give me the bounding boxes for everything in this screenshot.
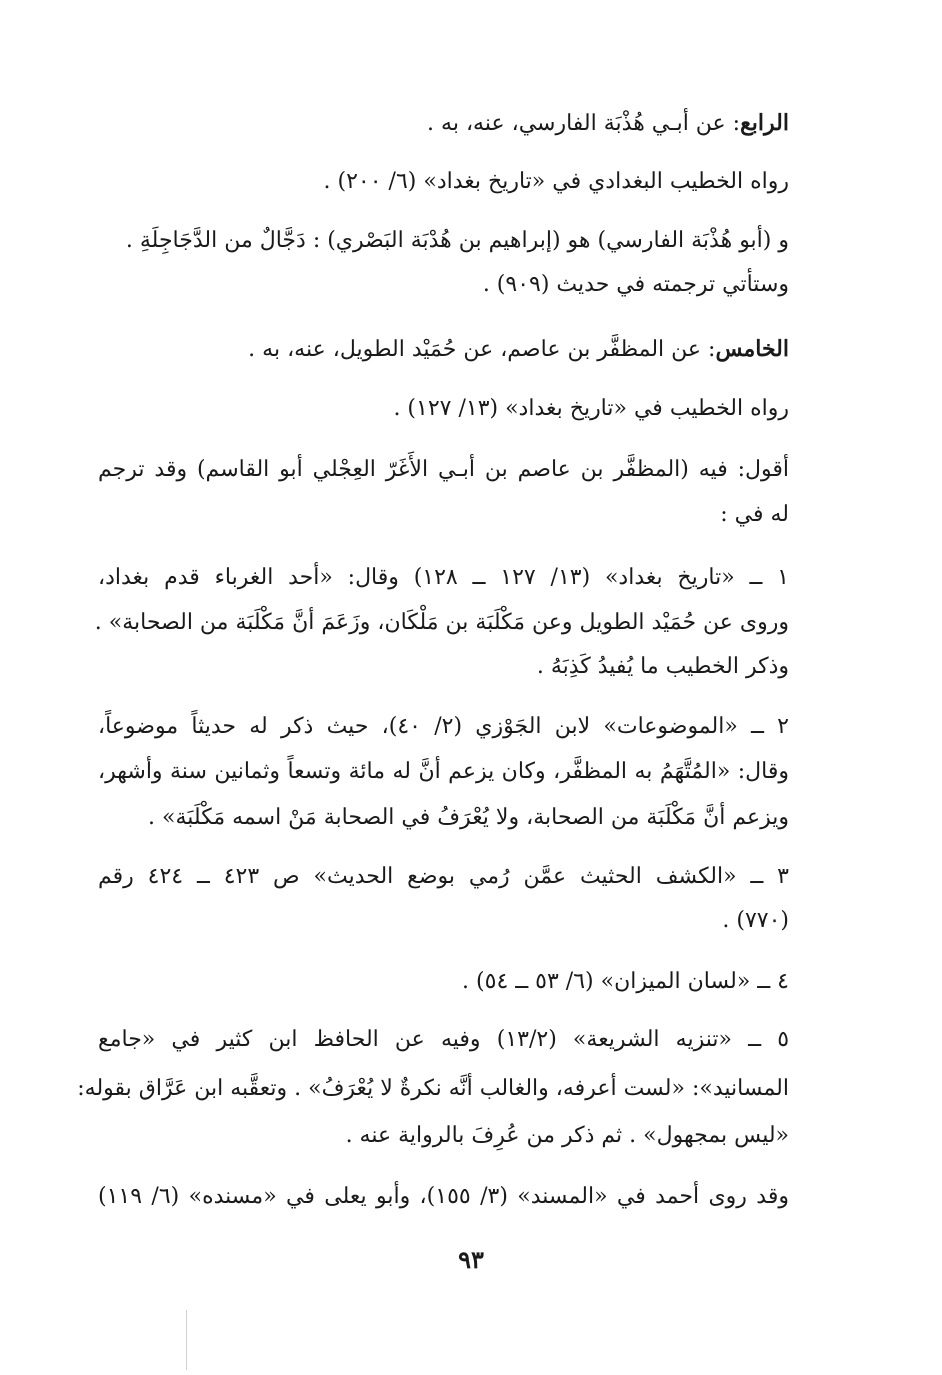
line-text: وقال: «المُتَّهَمُ به المظفَّر، وكان يزعم أنَّ له مائة وتسعاً وثمانين سنة وأشهر، — [98, 759, 789, 784]
text-line — [98, 563, 789, 593]
line-text: : عن أبـي هُذْبَة الفارسي، عنه، به . — [427, 111, 741, 136]
line-text: ١ ــ «تاريخ بغداد» (١٣/ ١٢٧ ــ ١٢٨) وقال: «أحد الغرباء قدم بغداد، — [98, 565, 789, 590]
line-text: ويزعم أنَّ مَكْلَبَة من الصحابة، ولا يُعْرَفُ في الصحابة مَنْ اسمه مَكْلَبَة» . — [148, 805, 789, 830]
line-text: ٢ ــ «الموضوعات» لابن الجَوْزي (٢/ ٤٠)، حيث ذكر له حديثاً موضوعاً، — [98, 714, 789, 739]
line-text: المسانيد»: «لست أعرفه، والغالب أنَّه نكرةٌ لا يُعْرَفُ» . وتعقَّبه ابن عَرَّاق بقوله: — [77, 1076, 789, 1101]
text-line — [96, 967, 789, 997]
line-text: وستأتي ترجمته في حديث (٩٠٩) . — [482, 272, 789, 297]
section-heading: الخامس — [715, 336, 789, 362]
text-line — [96, 906, 789, 936]
line-text: ٣ ــ «الكشف الحثيث عمَّن رُمي بوضع الحديث» ص ٤٢٣ ــ ٤٢٤ رقم — [98, 864, 789, 889]
line-text: وروى عن حُمَيْد الطويل وعن مَكْلَبَة بن مَلْكَان، وزَعَمَ أنَّ مَكْلَبَة من الصحابة» . — [94, 610, 789, 635]
text-line — [98, 712, 789, 742]
text-line — [96, 1121, 789, 1151]
text-line — [98, 1025, 789, 1055]
text-line — [96, 334, 789, 365]
text-line — [96, 803, 789, 833]
line-text: رواه الخطيب البغدادي في «تاريخ بغداد» (٦/ ٢٠٠) . — [323, 169, 789, 194]
line-text: أقول: فيه (المظفَّر بن عاصم بن أبـي الأَغَرّ العِجْلي أبو القاسم) وقد ترجم — [98, 457, 789, 482]
line-text: وذكر الخطيب ما يُفيدُ كَذِبَهُ . — [536, 654, 789, 679]
page-number: ٩٣ — [458, 1245, 484, 1274]
line-text: وقد روى أحمد في «المسند» (٣/ ١٥٥)، وأبو يعلى في «مسنده» (٦/ ١١٩) — [98, 1184, 789, 1209]
text-line — [96, 108, 789, 139]
text-line — [98, 757, 789, 787]
line-text: له في : — [720, 502, 789, 527]
text-line — [98, 455, 789, 485]
scan-edge-line — [186, 1310, 187, 1370]
line-text: ٥ ــ «تنزيه الشريعة» (١٣/٢) وفيه عن الحافظ ابن كثير في «جامع — [98, 1027, 790, 1052]
text-line — [96, 270, 789, 300]
text-line — [96, 167, 789, 197]
text-line — [96, 394, 789, 424]
line-text: رواه الخطيب في «تاريخ بغداد» (١٣/ ١٢٧) . — [393, 396, 789, 421]
text-line — [102, 226, 789, 256]
line-text: : عن المظفَّر بن عاصم، عن حُمَيْد الطويل، عنه، به . — [248, 337, 716, 362]
text-line — [96, 608, 789, 638]
text-line — [77, 1074, 789, 1104]
line-text: و (أبو هُذْبَة الفارسي) هو (إبراهيم بن هُدْبَة البَصْري) : دَجَّالٌ من الدَّجَاجِلَةِ . — [125, 228, 789, 253]
line-text: ٤ ــ «لسان الميزان» (٦/ ٥٣ ــ ٥٤) . — [462, 969, 789, 994]
line-text: (٧٧٠) . — [722, 908, 789, 933]
line-text: «ليس بمجهول» . ثم ذكر من عُرِفَ بالرواية عنه . — [345, 1123, 789, 1148]
text-line — [98, 1182, 789, 1212]
text-line — [96, 500, 789, 530]
text-line — [96, 652, 789, 682]
text-line — [98, 862, 789, 892]
section-heading: الرابع — [740, 110, 789, 136]
